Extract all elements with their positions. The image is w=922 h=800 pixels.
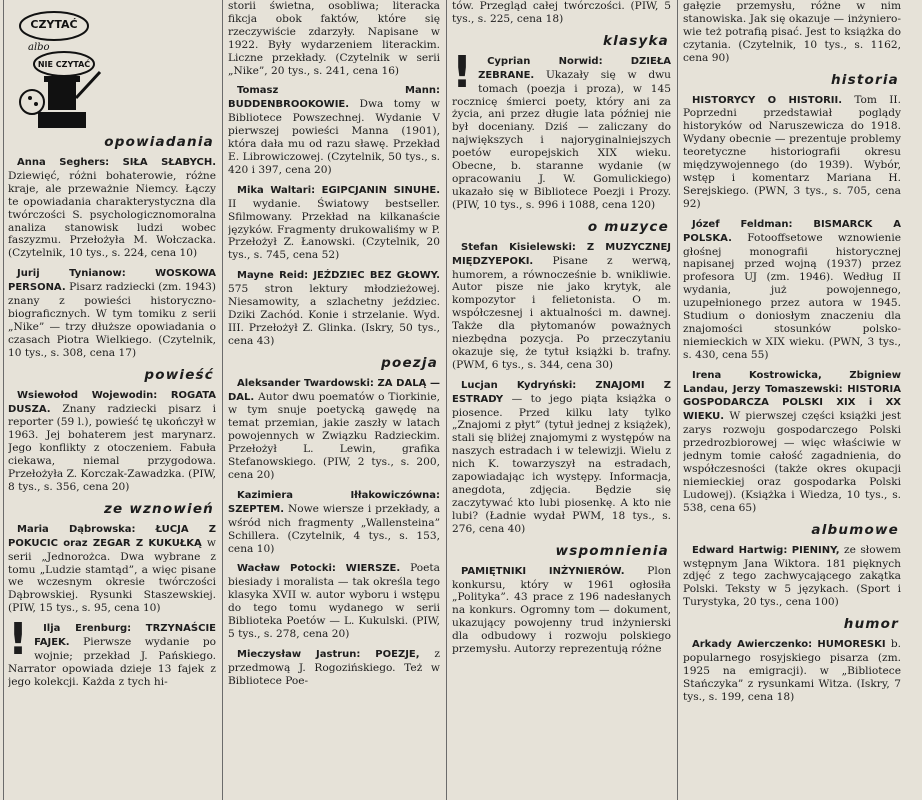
entry-text: Plon konkursu, który w 1961 ogłosiła „Polityka”. 43 prace z 196 nadesłanych na konkurs. Ogromny tom — dokument, ukazujący powojenny trud inżynierski dla odbudowy i rozwoju polskiego przemysłu. Autorzy reprezentują różne <box>452 564 671 656</box>
entry-text: Autor dwu poematów o Tiorkinie, w tym snuje poetycką gawędę na temat przemian, jakie zaszły w latach powojennych w Związku Radzieckim. Przełożył L. Lewin, grafika Stefanowskiego. (PIW, 2 tys., s. 200, cena 20) <box>228 390 440 481</box>
entry-illakowicz <box>228 489 440 556</box>
section-heading-ze-wznowien: ze wznowień <box>104 500 214 517</box>
entry-title: BUDDENBROOKOWIE. <box>228 99 350 111</box>
entry-text: gałęzie przemysłu, różne w nim stanowiska. Jak się okazuje — inżynierowie też potrafią pisać. Jest to książka do czytania. (Czytelnik, 10 tys., s. 1162, cena 90) <box>683 0 901 64</box>
entry-title: SZEPTEM. <box>228 503 285 515</box>
entry-text: — to jego piąta książka o piosence. Przed kilku laty tylko „Znajomi z płyt” (tytuł jednej z książek), stali się bliżej znajomymi z występów na naszych estradach i w telewizji. Wielu z nich K. towarzyszył na estradach, zapowiadając ich występy. Informacja, anegdota, zdjęcia. Będzie się zaczytywać kto lubi piosenkę. A kto nie lubi? (Ładnie wydał PWM, 18 tys., s. 276, cena 40) <box>452 392 671 535</box>
entry-text: Fotooffsetowe wznowienie głośnej monografii historycznej napisanej przed wojną (1937) przez profesora UJ (zm. 1946). Według II wydania, już powojennego, uzupełnionego przez autora w 1945. Studium o doniosłym znaczeniu dla znajomości stosunków polsko-niemieckich w XIX wieku. (PWN, 3 tys., s. 430, cena 55) <box>683 231 901 361</box>
entry-text: ze słowem wstępnym Jana Wiktora. 181 pięknych zdjęć z tego zachwycającego zakątka Polski. Teksty w 5 językach. (Sport i Turystyka, 20 tys., cena 100) <box>683 543 901 609</box>
entry-title: HUMORESKI <box>817 639 886 651</box>
svg-text:albo: albo <box>28 42 50 53</box>
entry-text: Poeta biesiady i moralista — tak określa tego klasyka XVII w. autor wyboru i wstępu do tego tomu wydanego w serii Biblioteka Poetów — L. Kukulski. (PIW, 5 tys., s. 278, cena 20) <box>228 562 440 640</box>
entry-title: HISTORIA GOSPODARCZA POLSKI XIX i XX WIEKU. <box>683 383 901 423</box>
entry-text: W pierwszej części książki jest zarys rozwoju gospodarczego Polski przedrozbiorowej — więc właściwie w jednym tomie całość zagadnienia, do współczesności (także okres okupacji niemieckiej oraz gospodarka Polski Ludowej). (Książka i Wiedza, 10 tys., s. 538, cena 65) <box>683 410 901 514</box>
entry-tynianow <box>8 267 216 359</box>
recommended-mark: ! <box>452 46 473 98</box>
entry-text: II wydanie. Światowy bestseller. Sfilmowany. Przekład na kilkanaście języków. Fragmenty drukowaliśmy w P. Przełożył Z. Łanowski. (Czytelnik, 20 tys., s. 745, cena 52) <box>228 197 440 262</box>
entry-title: Z MUZYCZNEJ MIĘDZYEPOKI. <box>452 241 671 267</box>
entry-text: b. popularnego rosyjskiego pisarza (zm. 1925 na emigracji). w „Bibliotece Stańczyka” z rysunkami Witza. (Iskry, 7 tys., s. 199, cena 18) <box>683 638 901 703</box>
entry-twardowski <box>228 377 440 482</box>
entry-hartwig <box>683 544 901 610</box>
section-heading-poezja: poezja <box>381 354 438 371</box>
entry-text: storii świetna, osobliwa; literacka fikcja obok faktów, które się rzeczywiście zdarzyły. Napisane w 1922. Były wydarzeniem literackim. Liczne przekłady. (Czytelnik w serii „Nike”, 20 tys., s. 241, cena 16) <box>228 0 440 77</box>
entry-text: Pierwsze wydanie po wojnie; przekład J. Pańskiego. Narrator opowiada dzieje 13 fajek z jego kolekcji. Każda z tych hi- <box>8 636 216 688</box>
entry-author: Wsiewołod Wojewodin: <box>17 389 158 401</box>
entry-author: Cyprian Norwid: <box>487 55 603 67</box>
entry-title: JEŹDZIEC BEZ GŁOWY. <box>313 270 440 282</box>
entry-mann <box>228 84 440 176</box>
section-heading-o-muzyce: o muzyce <box>587 218 669 235</box>
entry-author: Stefan Kisielewski: <box>461 241 576 253</box>
entry-title: WIERSZE. <box>345 563 401 575</box>
column-1 <box>8 0 216 800</box>
entry-author: Mieczysław Jastrun: <box>237 648 361 660</box>
entry-title: ŁUCJA Z POKUCIC oraz ZEGAR Z KUKUŁKĄ <box>8 523 216 549</box>
entry-jastrun <box>228 648 440 688</box>
entry-text: Ukazały się w dwu tomach (poezja i proza), w 145 rocznicę śmierci poety, który ani za życia, ani przez długie lata później nie był doceniany. Dziś — zaliczany do największych i najoryginalniejszych poetów europejskich XIX wieku. Obecne, b. staranne wydanie (w opracowaniu J. W. Gomulickiego) ukazało się w Bibliotece Poezji i Prozy. (PIW, 10 tys., s. 996 i 1088, cena 120) <box>452 68 671 211</box>
entry-author: Arkady Awierczenko: <box>692 639 813 651</box>
entry-author: Kazimiera Iłłakowiczówna: <box>237 489 440 501</box>
entry-text: Nowe wiersze i przekłady, a wśród nich fragmenty „Wallensteina” Schillera. (Czytelnik, 4 tys., s. 153, cena 10) <box>228 502 440 555</box>
section-heading-humor: humor <box>843 616 899 633</box>
entry-author: Aleksander Twardowski: <box>237 377 374 389</box>
entry-seghers <box>8 156 216 260</box>
czytac-albo-nie-czytac-logo <box>14 2 110 132</box>
entry-author: Mayne Reid: <box>237 270 309 282</box>
entry-wojewodin <box>8 389 216 494</box>
entry-author: Irena Kostrowicka, Zbigniew Landau, Jerzy Tomaszewski: <box>683 369 901 395</box>
section-heading-klasyka: klasyka <box>602 32 669 49</box>
column-rule-3 <box>677 0 678 800</box>
entry-historycy <box>683 94 901 211</box>
entry-title: EGIPCJANIN SINUHE. <box>321 184 440 196</box>
entry-text: 575 stron lektury młodzieżowej. Niesamowity, a szlachetny jeździec. Dziki Zachód. Konie i strzelanie. Wyd. III. Przełożył Z. Glinka. (Iskry, 50 tys., cena 43) <box>228 283 440 347</box>
entry-norwid <box>452 46 671 212</box>
page-left-rule <box>3 0 4 800</box>
entry-title: DZIEŁA ZEBRANE. <box>478 55 671 81</box>
entry-awierczenko <box>683 638 901 704</box>
entry-author: Jurij Tynianow: <box>17 268 126 280</box>
entry-waltari <box>228 184 440 262</box>
entry-author: Tomasz Mann: <box>237 85 440 97</box>
section-heading-wspomnienia: wspomnienia <box>555 542 669 559</box>
entry-feldman <box>683 218 901 362</box>
entry-kisielewski <box>452 241 671 372</box>
column-4 <box>683 0 901 800</box>
entry-dabrowska <box>8 523 216 615</box>
entry-title: ZNAJOMI Z ESTRADY <box>452 379 671 405</box>
entry-author: Mika Waltari: <box>237 184 316 196</box>
recommended-mark: ! <box>8 614 29 666</box>
section-heading-historia: historia <box>831 71 899 88</box>
section-heading-opowiadania: opowiadania <box>104 134 214 150</box>
entry-text: Pisarz radziecki (zm. 1943) znany z powieści historyczno-biograficznych. W tym tomiku z serii „Nike” — trzy dłuższe opowiadania o czasach Piotra Wielkiego. (Czytelnik, 10 tys., s. 308, cena 17) <box>8 281 216 359</box>
entry-author: Maria Dąbrowska: <box>17 523 136 535</box>
entry-title: PAMIĘTNIKI INŻYNIERÓW. <box>461 565 625 577</box>
entry-text: Dziewięć, różni bohaterowie, różne kraje, ale przeważnie Niemcy. Łączy te opowiadania charakterystyczna dla twórczości S. psychologicznomoralna analiza stanowisk ludzi wobec faszyzmu. Przełożyła M. Wołczacka. (Czytelnik, 10 tys., s. 224, cena 10) <box>8 169 216 260</box>
entry-text: Dwa tomy w Bibliotece Powszechnej. Wydanie V pierwszej powieści Manna (1901), która dała mu od razu sławę. Przekład E. Librowiczowej. (Czytelnik, 50 tys., s. 420 i 397, cena 20) <box>228 98 440 176</box>
entry-title: POEZJE, <box>375 648 420 660</box>
column-2 <box>228 0 440 800</box>
column-3 <box>452 0 671 800</box>
entry-title: PIENINY, <box>791 544 840 556</box>
section-heading-albumowe: albumowe <box>811 521 899 538</box>
entry-kydrynski <box>452 379 671 536</box>
entry-text: tów. Przegląd całej twórczości. (PIW, 5 tys., s. 225, cena 18) <box>452 0 671 25</box>
svg-text:CZYTAĆ: CZYTAĆ <box>30 18 78 31</box>
entry-author: Wacław Potocki: <box>237 563 336 575</box>
entry-author: Lucjan Kydryński: <box>461 379 577 391</box>
entry-author: Ilja Erenburg: <box>43 623 132 635</box>
entry-reid <box>228 269 440 347</box>
entry-erenburg-continued <box>228 0 440 77</box>
column-rule-2 <box>446 0 447 800</box>
entry-text: w serii „Jednorożca. Dwa wybrane z tomu „Ludzie stamtąd”, a więc pisane we wczesnym okresie twórczości Dąbrowskiej. Rysunki Staszewskiej. (PIW, 15 tys., s. 95, cena 10) <box>8 536 216 615</box>
entry-text: Tom II. Poprzedni przedstawiał poglądy historyków od Naruszewicza do 1918. Wydany obecnie — prezentuje problemy teoretyczne historiografii okresu międzywojennego (do 1939). Wybór, wstęp i komentarz Mariana H. Serejskiego. (PWN, 3 tys., s. 705, cena 92) <box>683 93 901 210</box>
entry-author: Anna Seghers: <box>17 157 110 168</box>
entry-text: z przedmową J. Rogozińskiego. Też w Bibliotece Poe- <box>228 647 440 687</box>
svg-text:NIE CZYTAĆ: NIE CZYTAĆ <box>37 60 91 69</box>
entry-title: SIŁA SŁABYCH. <box>122 157 216 168</box>
entry-title: BISMARCK A POLSKA. <box>683 218 901 244</box>
entry-author: Edward Hartwig: <box>692 544 788 556</box>
entry-potocki <box>228 562 440 640</box>
entry-pamietniki-continued <box>683 0 901 65</box>
entry-title: ZA DALĄ — DAL. <box>228 377 440 403</box>
entry-text: Znany radziecki pisarz i reporter (59 l.), powieść tę ukończył w 1963. Jej bohaterem jest marynarz. Jego konflikty z otoczeniem. Fabuła ciekawa, niemal przygodowa. Przełożyła Z. Korczak-Zawadzka. (PIW, 8 tys., s. 356, cena 20) <box>8 402 216 493</box>
entry-jastrun-continued <box>452 0 671 26</box>
entry-title: ROGATA DUSZA. <box>8 389 216 415</box>
entry-kostrowicka <box>683 369 901 515</box>
entry-author: Józef Feldman: <box>692 218 793 230</box>
entry-title: WOSKOWA PERSONA. <box>8 268 216 294</box>
entry-erenburg <box>8 614 216 689</box>
entry-title: HISTORYCY O HISTORII. <box>692 94 843 106</box>
column-rule-1 <box>222 0 223 800</box>
section-heading-powiesc: powieść <box>144 366 214 383</box>
entry-text: Pisane z werwą, humorem, a równocześnie b. wnikliwie. Autor pisze nie jako krytyk, ale kompozytor i felietonista. O m. współczesnej i aktualności m. dawnej. Także dla płytomanów poważnych niezbędna pozycja. Po przeczytaniu okazuje się, że tytuł książki b. trafny. (PWM, 6 tys., s. 344, cena 30) <box>452 254 671 371</box>
entry-pamietniki <box>452 565 671 656</box>
entry-title: TRZYNAŚCIE FAJEK. <box>34 623 216 649</box>
